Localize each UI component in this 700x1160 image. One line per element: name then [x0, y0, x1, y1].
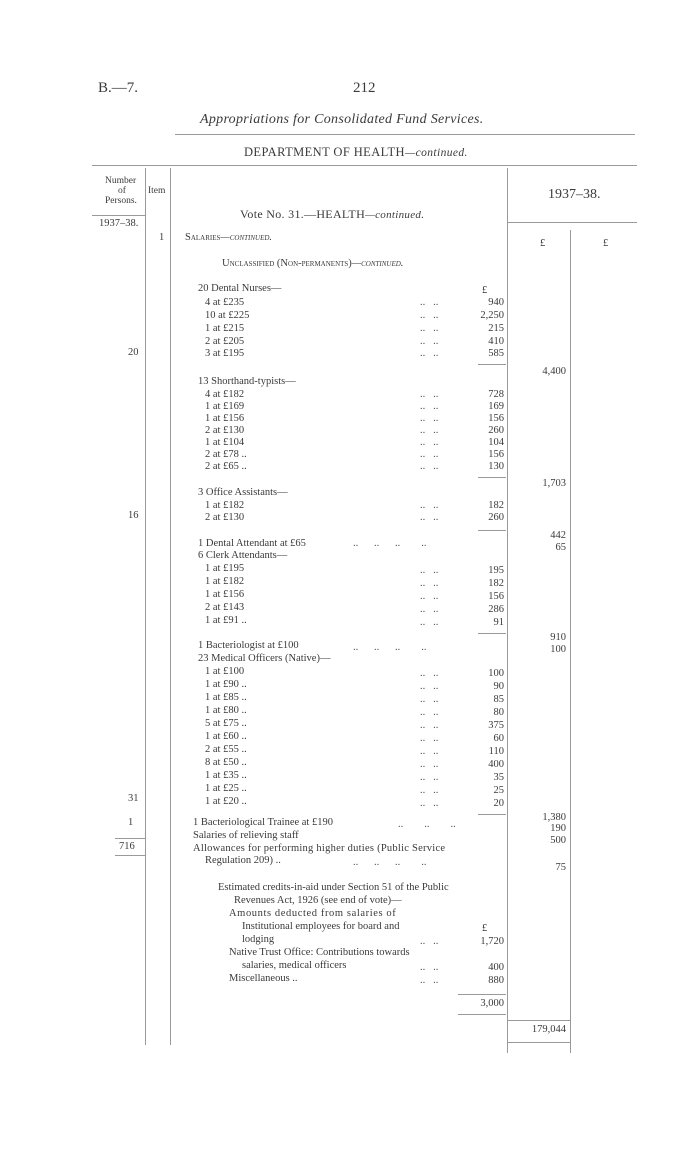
item-column-divider: [170, 168, 171, 1045]
grand-total-underline: [507, 1042, 570, 1043]
group-total: 4,400: [542, 366, 566, 377]
line-label: 1 at £35 ..: [205, 770, 247, 781]
line-label: 2 at £130: [205, 425, 245, 436]
line-amount: .. .. 169: [420, 401, 504, 412]
persons-column-divider: [145, 168, 146, 1045]
year-column-header: 1937–38.: [548, 187, 601, 202]
line-amount: .. .. 156: [420, 413, 504, 424]
subtotal-rule: [478, 364, 506, 365]
line-label: 3 at £195: [205, 348, 245, 359]
department-heading: DEPARTMENT OF HEALTH—continued.: [244, 145, 468, 159]
pound-sign: £: [482, 285, 488, 296]
leader-dots: .. .. .. ..: [353, 642, 427, 653]
line-label: 5 at £75 ..: [205, 718, 247, 729]
grand-total-rule: [507, 1020, 570, 1021]
dental-nurses-heading: 20 Dental Nurses—: [198, 283, 282, 294]
line-label: 1 at £100: [205, 666, 245, 677]
bacteriologist-label: 1 Bacteriologist at £100: [198, 640, 299, 651]
line-amount: .. .. 25: [420, 785, 504, 796]
line-label: 1 at £156: [205, 589, 245, 600]
line-amount: .. .. 940: [420, 297, 504, 308]
amount-column-mid-divider: [570, 230, 571, 1053]
line-amount: .. .. 60: [420, 733, 504, 744]
group-total: 1,703: [542, 478, 566, 489]
persons-total: 716: [119, 841, 135, 852]
line-label: 1 at £195: [205, 563, 245, 574]
line-amount: .. .. 1,720: [420, 936, 504, 947]
persons-count: 16: [128, 510, 139, 521]
line-amount: .. .. 260: [420, 512, 504, 523]
line-amount: .. .. 195: [420, 565, 504, 576]
leader-dots: .. .. .. ..: [353, 538, 427, 549]
line-amount: .. .. 260: [420, 425, 504, 436]
line-label: 10 at £225: [205, 310, 250, 321]
line-amount: .. .. 90: [420, 681, 504, 692]
deducted-line3: lodging: [242, 934, 275, 945]
persons-total-rule: [115, 838, 145, 839]
vote-title: Vote No. 31.—HEALTH—continued.: [240, 207, 425, 221]
trust-line1: Native Trust Office: Contributions towards: [229, 947, 410, 958]
persons-total-underline: [115, 855, 145, 856]
line-amount: .. .. 215: [420, 323, 504, 334]
item-header: Item: [148, 186, 166, 196]
line-amount: .. .. 80: [420, 707, 504, 718]
line-amount: .. .. 585: [420, 348, 504, 359]
persons-count: 20: [128, 347, 139, 358]
line-amount: .. .. 400: [420, 962, 504, 973]
credits-line2: Revenues Act, 1926 (see end of vote)—: [234, 895, 402, 906]
credits-total-rule: [458, 994, 506, 995]
persons-header-line3: Persons.: [105, 196, 137, 206]
table-top-rule: [92, 165, 637, 166]
line-amount: .. .. 375: [420, 720, 504, 731]
allowances-line2: Regulation 209) ..: [205, 855, 281, 866]
deducted-line2: Institutional employees for board and: [242, 921, 400, 932]
office-assistants-heading: 3 Office Assistants—: [198, 487, 288, 498]
grand-total: 179,044: [531, 1024, 566, 1035]
persons-year-label: 1937–38.: [99, 218, 139, 229]
line-amount: .. .. 110: [420, 746, 504, 757]
line-label: 1 at £182: [205, 576, 245, 587]
credits-line1: Estimated credits-in-aid under Section 51 of the Public: [218, 882, 449, 893]
pound-sign: £: [482, 923, 488, 934]
page-number: 212: [353, 80, 376, 96]
deducted-line1: Amounts deducted from salaries of: [229, 908, 397, 919]
shorthand-typists-heading: 13 Shorthand-typists—: [198, 376, 296, 387]
relieving-staff-label: Salaries of relieving staff: [193, 830, 299, 841]
salaries-heading: Salaries—continued.: [185, 232, 273, 243]
line-label: 1 at £85 ..: [205, 692, 247, 703]
line-label: 1 at £156: [205, 413, 245, 424]
line-label: 4 at £235: [205, 297, 245, 308]
group-total: 190: [550, 823, 566, 834]
persons-header-line2: of: [118, 186, 126, 196]
dental-attendant-label: 1 Dental Attendant at £65: [198, 538, 306, 549]
amount-column-left-divider: [507, 168, 508, 1053]
unclassified-heading: Unclassified (Non-permanents)—continued.: [222, 258, 404, 269]
line-label: 1 at £104: [205, 437, 245, 448]
line-amount: .. .. 85: [420, 694, 504, 705]
line-amount: .. .. 130: [420, 461, 504, 472]
line-label: 1 at £80 ..: [205, 705, 247, 716]
line-label: 1 at £169: [205, 401, 245, 412]
line-label: 2 at £130: [205, 512, 245, 523]
trainee-label: 1 Bacteriological Trainee at £190: [193, 817, 333, 828]
page-title: Appropriations for Consolidated Fund Services.: [200, 112, 484, 127]
line-amount: .. .. 286: [420, 604, 504, 615]
line-amount: .. .. 2,250: [420, 310, 504, 321]
year-header-rule: [507, 222, 637, 223]
line-amount: .. .. 104: [420, 437, 504, 448]
line-label: 1 at £215: [205, 323, 245, 334]
group-total: 100: [550, 644, 566, 655]
currency-right: £: [603, 238, 609, 249]
persons-count: 31: [128, 793, 139, 804]
line-amount: .. .. 728: [420, 389, 504, 400]
clerk-attendants-heading: 6 Clerk Attendants—: [198, 550, 288, 561]
line-label: 1 at £182: [205, 500, 245, 511]
line-label: 8 at £50 ..: [205, 757, 247, 768]
item-number: 1: [159, 232, 165, 243]
line-label: 2 at £65 ..: [205, 461, 247, 472]
line-amount: .. .. 400: [420, 759, 504, 770]
document-code: B.—7.: [98, 80, 139, 96]
line-label: 1 at £20 ..: [205, 796, 247, 807]
currency-left: £: [540, 238, 546, 249]
line-label: 2 at £205: [205, 336, 245, 347]
group-total: 75: [555, 862, 566, 873]
line-amount: .. .. 880: [420, 975, 504, 986]
line-amount: .. .. 156: [420, 591, 504, 602]
line-label: 4 at £182: [205, 389, 245, 400]
line-amount: .. .. 182: [420, 578, 504, 589]
line-amount: .. .. 35: [420, 772, 504, 783]
line-label: 1 at £25 ..: [205, 783, 247, 794]
line-amount: .. .. 100: [420, 668, 504, 679]
credits-total-underline: [458, 1014, 506, 1015]
line-amount: .. .. 20: [420, 798, 504, 809]
persons-header-line1: Number: [105, 176, 137, 186]
group-total: 65: [555, 542, 566, 553]
subtotal-rule: [478, 633, 506, 634]
line-label: 2 at £78 ..: [205, 449, 247, 460]
line-amount: .. .. 410: [420, 336, 504, 347]
subtotal-rule: [478, 477, 506, 478]
line-label: 2 at £55 ..: [205, 744, 247, 755]
line-label: 1 at £60 ..: [205, 731, 247, 742]
line-label: 2 at £143: [205, 602, 245, 613]
line-amount: .. .. 182: [420, 500, 504, 511]
allowances-line1: Allowances for performing higher duties (Public Service: [193, 843, 446, 854]
line-label: 1 at £90 ..: [205, 679, 247, 690]
leader-dots: .. .. ..: [398, 819, 456, 830]
subtotal-rule: [478, 530, 506, 531]
misc-label: Miscellaneous ..: [229, 973, 298, 984]
group-total: 910: [550, 632, 566, 643]
subtotal-rule: [478, 814, 506, 815]
group-total: 500: [550, 835, 566, 846]
credits-total: 3,000: [480, 998, 504, 1009]
leader-dots: .. .. .. ..: [353, 857, 427, 868]
line-label: 1 at £91 ..: [205, 615, 247, 626]
trust-line2: salaries, medical officers: [242, 960, 347, 971]
persons-count: 1: [128, 817, 134, 828]
line-amount: .. .. 91: [420, 617, 504, 628]
group-total: 1,380: [542, 812, 566, 823]
title-rule: [175, 134, 635, 135]
persons-header-rule: [92, 215, 145, 216]
line-amount: .. .. 156: [420, 449, 504, 460]
medical-officers-heading: 23 Medical Officers (Native)—: [198, 653, 331, 664]
group-total: 442: [550, 530, 566, 541]
